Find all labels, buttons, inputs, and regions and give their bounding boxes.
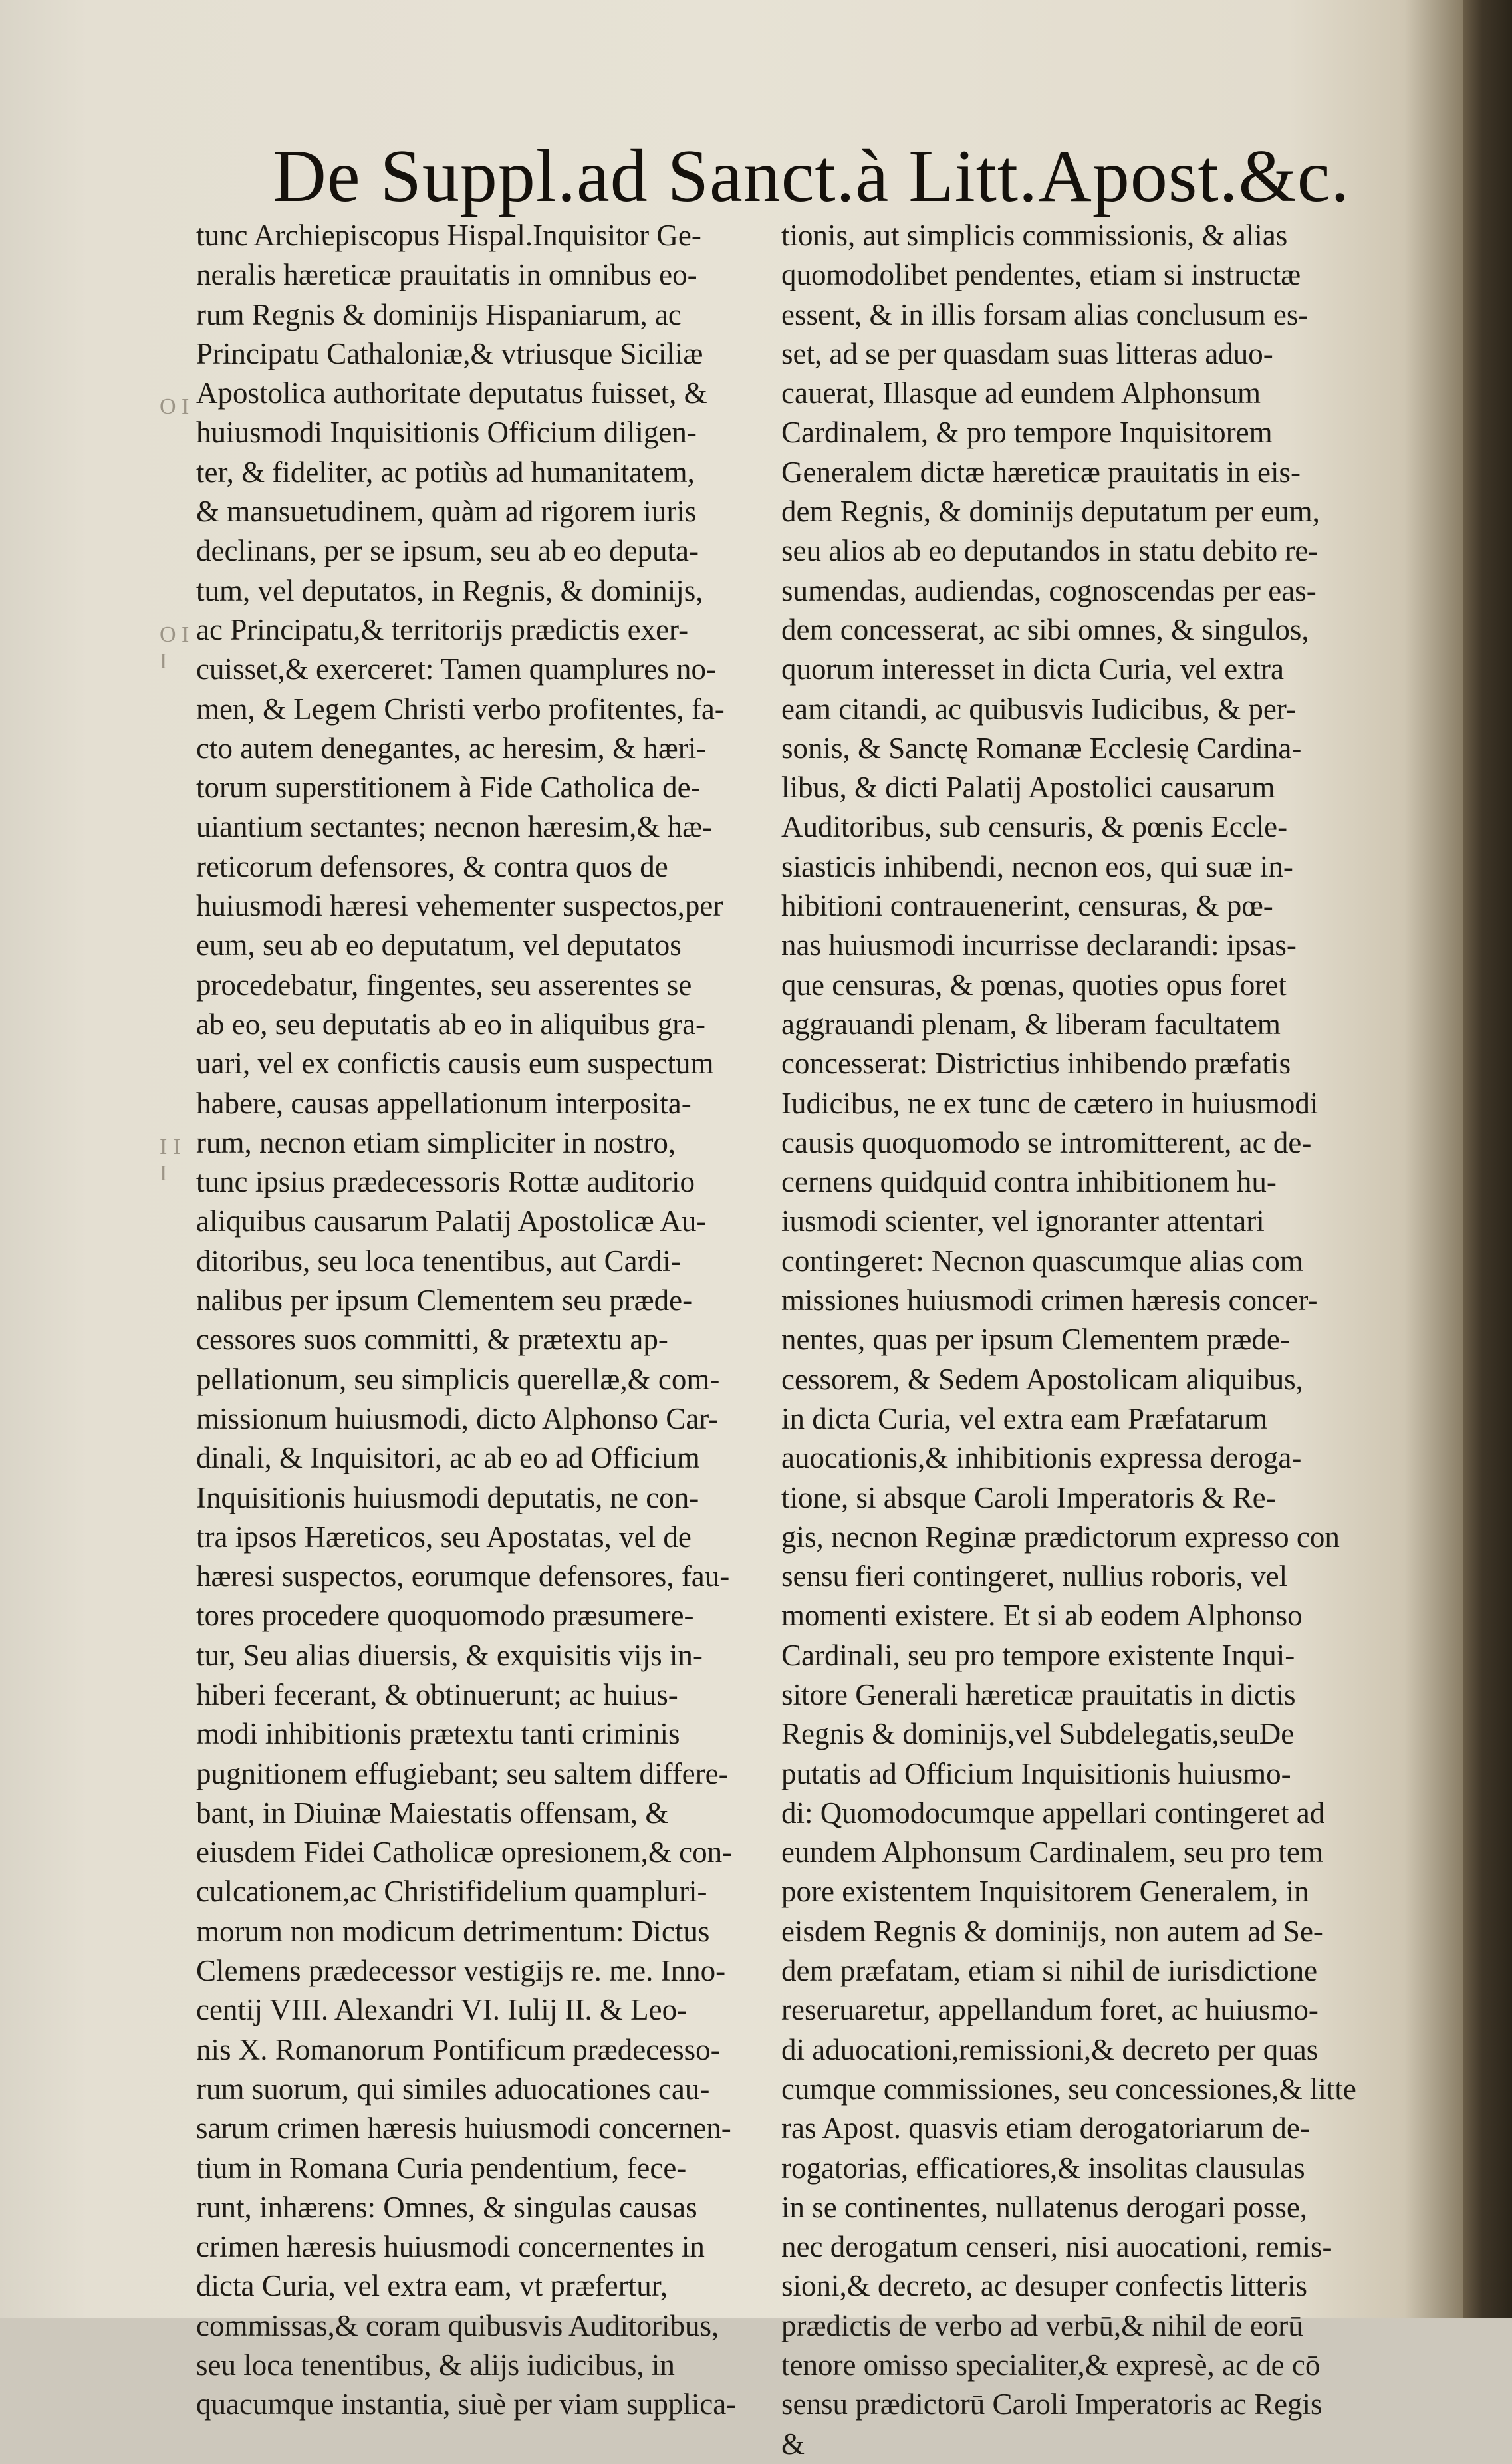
text-line: rum suorum, qui similes aduocationes cau- — [196, 2072, 710, 2106]
text-line: sitore Generali hæreticæ prauitatis in dictis — [781, 1677, 1296, 1711]
text-line: quacumque instantia, siuè per viam supplica- — [196, 2388, 737, 2421]
text-line: ras Apost. quasvis etiam derogatoriarum de- — [781, 2112, 1310, 2145]
book-edge — [1463, 0, 1512, 2318]
text-line: hiberi fecerant, & obtinuerunt; ac huius- — [196, 1677, 678, 1711]
text-line: bant, in Diuinæ Maiestatis offensam, & — [196, 1796, 669, 1830]
text-line: dinali, & Inquisitori, ac ab eo ad Officium — [196, 1441, 700, 1475]
text-line: in se continentes, nullatenus derogari posse, — [781, 2190, 1308, 2224]
text-line: hibitioni contrauenerint, censuras, & pœ- — [781, 889, 1273, 923]
text-line: Regnis & dominijs,vel Subdelegatis,seuDe — [781, 1717, 1295, 1751]
text-line: cauerat, Illasque ad eundem Alphonsum — [781, 376, 1261, 410]
text-line: commissas,& coram quibusvis Auditoribus, — [196, 2308, 719, 2342]
text-line: dem concesserat, ac sibi omnes, & singulos, — [781, 613, 1309, 646]
text-line: eundem Alphonsum Cardinalem, seu pro tem — [781, 1836, 1323, 1869]
text-line: nas huiusmodi incurrisse declarandi: ipsas- — [781, 928, 1297, 962]
text-line: Auditoribus, sub censuris, & pœnis Eccle- — [781, 810, 1288, 844]
text-line: nis X. Romanorum Pontificum prædecesso- — [196, 2032, 721, 2066]
text-line: ditoribus, seu loca tenentibus, aut Cardi- — [196, 1244, 681, 1278]
text-line: eiusdem Fidei Catholicæ opresionem,& con- — [196, 1836, 733, 1869]
text-line: uiantium sectantes; necnon hæresim,& hæ- — [196, 810, 713, 844]
text-line: set, ad se per quasdam suas litteras aduo- — [781, 337, 1273, 370]
text-line: gis, necnon Reginæ prædictorum expresso con — [781, 1520, 1340, 1554]
text-line: seu alios ab eo deputandos in statu debito re- — [781, 534, 1319, 568]
text-line: dem Regnis, & dominijs deputatum per eum, — [781, 495, 1320, 529]
text-line: pellationum, seu simplicis querellæ,& com- — [196, 1362, 720, 1396]
text-line: morum non modicum detrimentum: Dictus — [196, 1914, 710, 1948]
text-line: siasticis inhibendi, necnon eos, qui suæ in- — [781, 849, 1293, 883]
text-line: missionum huiusmodi, dicto Alphonso Car- — [196, 1401, 719, 1435]
text-line: quomodolibet pendentes, etiam si instructæ — [781, 258, 1301, 292]
text-line: cessorem, & Sedem Apostolicam aliquibus, — [781, 1362, 1303, 1396]
text-line: habere, causas appellationum interposita- — [196, 1086, 692, 1120]
text-line: declinans, per se ipsum, seu ab eo deputa- — [196, 534, 699, 568]
text-line: Generalem dictæ hæreticæ prauitatis in eis- — [781, 455, 1301, 489]
text-line: putatis ad Officium Inquisitionis huiusmo- — [781, 1756, 1291, 1790]
text-line: sensu fieri contingeret, nullius roboris, vel — [781, 1560, 1288, 1593]
text-line: tunc Archiepiscopus Hispal.Inquisitor Ge- — [196, 219, 701, 252]
text-line: cernens quidquid contra inhibitionem hu- — [781, 1165, 1277, 1199]
text-line: tur, Seu alias diuersis, & exquisitis vijs in- — [196, 1638, 703, 1672]
text-line: missiones huiusmodi crimen hæresis concer- — [781, 1284, 1318, 1317]
text-line: Inquisitionis huiusmodi deputatis, ne con- — [196, 1480, 699, 1514]
text-line: hæresi suspectos, eorumque defensores, fau- — [196, 1560, 730, 1593]
text-line: tium in Romana Curia pendentium, fece- — [196, 2151, 687, 2185]
text-line: ac Principatu,& territorijs prædictis exer- — [196, 613, 689, 646]
text-line: eisdem Regnis & dominijs, non autem ad Se- — [781, 1914, 1323, 1948]
text-line: Principatu Cathaloniæ,& vtriusque Siciliæ — [196, 337, 703, 370]
text-line: que censuras, & pœnas, quoties opus foret — [781, 968, 1287, 1002]
text-line: nentes, quas per ipsum Clementem præde- — [781, 1323, 1290, 1357]
text-line: centij VIII. Alexandri VI. Iulij II. & Leo- — [196, 1993, 688, 2027]
text-line: rum, necnon etiam simpliciter in nostro, — [196, 1125, 676, 1159]
text-line: nalibus per ipsum Clementem seu præde- — [196, 1284, 693, 1317]
text-line: tores procedere quoquomodo præsumere- — [196, 1599, 694, 1633]
margin-mark: O I — [160, 394, 189, 419]
text-line: di: Quomodocumque appellari contingeret ad — [781, 1796, 1325, 1830]
text-line: torum superstitionem à Fide Catholica de- — [196, 771, 701, 805]
text-line: ab eo, seu deputatis ab eo in aliquibus gra- — [196, 1007, 706, 1041]
text-line: libus, & dicti Palatij Apostolici causarum — [781, 771, 1275, 805]
text-line: Iudicibus, ne ex tunc de cætero in huiusmodi — [781, 1086, 1319, 1120]
text-line: sumendas, audiendas, cognoscendas per eas- — [781, 573, 1317, 607]
text-line: cto autem denegantes, ac heresim, & hæri- — [196, 731, 707, 765]
text-line: rogatorias, efficatiores,& insolitas clausulas — [781, 2151, 1305, 2185]
text-line: prædictis de verbo ad verbū,& nihil de eorū — [781, 2308, 1303, 2342]
text-line: Cardinali, seu pro tempore existente Inqui- — [781, 1638, 1295, 1672]
text-line: eum, seu ab eo deputatum, vel deputatos — [196, 928, 682, 962]
text-line: nec derogatum censeri, nisi auocationi, remis- — [781, 2230, 1332, 2264]
text-line: causis quoquomodo se intromitterent, ac de- — [781, 1125, 1312, 1159]
text-line: tionis, aut simplicis commissionis, & alias — [781, 219, 1288, 252]
margin-mark: I I I — [160, 1135, 181, 1186]
text-line: Cardinalem, & pro tempore Inquisitorem — [781, 416, 1273, 450]
text-line: tunc ipsius prædecessoris Rottæ auditorio — [196, 1165, 695, 1199]
text-line: sarum crimen hæresis huiusmodi concernen- — [196, 2112, 731, 2145]
page-header: De Suppl.ad Sanct.à Litt.Apost.&c. — [273, 135, 1350, 217]
text-line: uari, vel ex confictis causis eum suspectum — [196, 1047, 714, 1081]
text-line: tione, si absque Caroli Imperatoris & Re- — [781, 1480, 1276, 1514]
text-line: sioni,& decreto, ac desuper confectis litteris — [781, 2269, 1307, 2303]
text-line: men, & Legem Christi verbo profitentes, fa- — [196, 692, 725, 726]
text-line: dem præfatam, etiam si nihil de iurisdictione — [781, 1954, 1318, 1988]
text-line: modi inhibitionis prætextu tanti criminis — [196, 1717, 680, 1751]
right-text-column — [781, 216, 1393, 2464]
text-line: & — [781, 2427, 805, 2461]
text-line: contingeret: Necnon quascumque alias com — [781, 1244, 1303, 1278]
text-line: neralis hæreticæ prauitatis in omnibus eo- — [196, 258, 697, 292]
margin-mark: O I I — [160, 622, 189, 674]
text-line: rum Regnis & dominijs Hispaniarum, ac — [196, 297, 682, 331]
text-line: reticorum defensores, & contra quos de — [196, 849, 668, 883]
text-line: eam citandi, ac quibusvis Iudicibus, & per- — [781, 692, 1296, 726]
text-line: in dicta Curia, vel extra eam Præfatarum — [781, 1401, 1267, 1435]
text-line: runt, inhærens: Omnes, & singulas causas — [196, 2190, 697, 2224]
text-line: aggrauandi plenam, & liberam facultatem — [781, 1007, 1281, 1041]
text-line: tenore omisso specialiter,& expresè, ac de cō — [781, 2348, 1321, 2382]
text-line: huiusmodi Inquisitionis Officium diligen- — [196, 416, 697, 450]
text-line: seu loca tenentibus, & alijs iudicibus, in — [196, 2348, 675, 2382]
text-line: procedebatur, fingentes, seu asserentes se — [196, 968, 692, 1002]
text-line: quorum interesset in dicta Curia, vel extra — [781, 652, 1285, 686]
text-line: cessores suos committi, & prætextu ap- — [196, 1323, 668, 1357]
text-line: Apostolica authoritate deputatus fuisset, & — [196, 376, 707, 410]
text-line: Clemens prædecessor vestigijs re. me. Inno- — [196, 1954, 726, 1988]
text-line: crimen hæresis huiusmodi concernentes in — [196, 2230, 705, 2264]
text-line: pore existentem Inquisitorem Generalem, in — [781, 1875, 1309, 1909]
text-line: essent, & in illis forsam alias conclusum es- — [781, 297, 1309, 331]
text-line: huiusmodi hæresi vehementer suspectos,per — [196, 889, 723, 923]
text-line: cumque commissiones, seu concessiones,& litte — [781, 2072, 1356, 2106]
text-line: aliquibus causarum Palatij Apostolicæ Au- — [196, 1204, 707, 1238]
text-line: concesserat: Districtius inhibendo præfatis — [781, 1047, 1291, 1081]
text-line: pugnitionem effugiebant; seu saltem differe- — [196, 1756, 729, 1790]
text-line: iusmodi scienter, vel ignoranter attentari — [781, 1204, 1265, 1238]
text-line: reseruaretur, appellandum foret, ac huiusmo- — [781, 1993, 1319, 2027]
text-line: di aduocationi,remissioni,& decreto per quas — [781, 2032, 1319, 2066]
text-line: & mansuetudinem, quàm ad rigorem iuris — [196, 495, 697, 529]
text-line: momenti existere. Et si ab eodem Alphonso — [781, 1599, 1303, 1633]
text-line: tum, vel deputatos, in Regnis, & dominijs, — [196, 573, 703, 607]
text-line: cuisset,& exerceret: Tamen quamplures no- — [196, 652, 716, 686]
text-line: sonis, & Sanctę Romanæ Ecclesię Cardina- — [781, 731, 1302, 765]
text-line: auocationis,& inhibitionis expressa deroga- — [781, 1441, 1302, 1475]
text-line: culcationem,ac Christifidelium quampluri- — [196, 1875, 707, 1909]
text-line: sensu prædictorū Caroli Imperatoris ac Regis — [781, 2388, 1323, 2421]
text-line: ter, & fideliter, ac potiùs ad humanitatem, — [196, 455, 695, 489]
left-text-column — [196, 216, 808, 2425]
text-line: tra ipsos Hæreticos, seu Apostatas, vel de — [196, 1520, 692, 1554]
text-line: dicta Curia, vel extra eam, vt præfertur, — [196, 2269, 668, 2303]
